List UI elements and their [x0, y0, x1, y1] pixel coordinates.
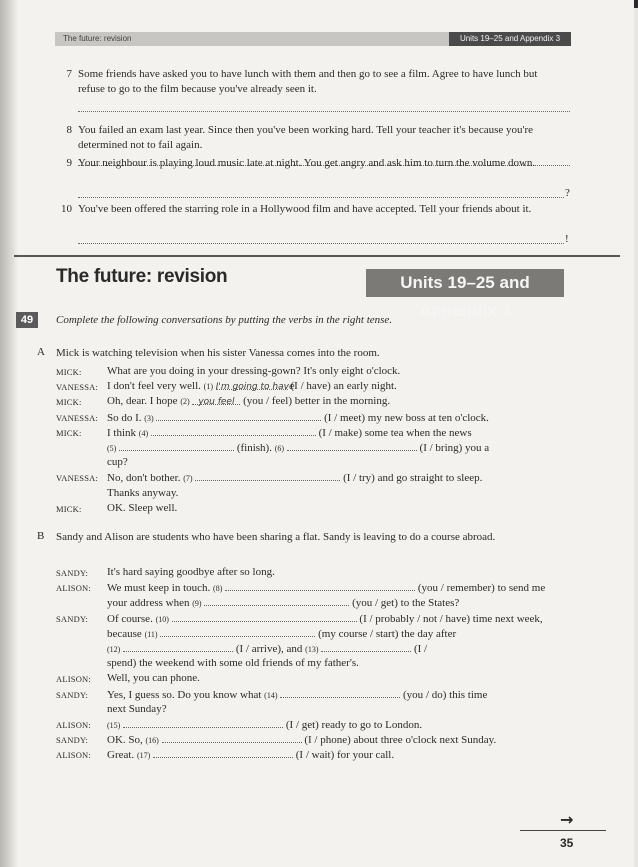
dialogue-line — [107, 441, 489, 454]
item-text: Your neighbour is playing loud music late at night. You get angry and ask him to turn the volume down. — [78, 157, 536, 169]
line-text: Well, you can phone. — [107, 672, 200, 685]
speaker-label: ALISON: — [56, 750, 91, 761]
line-text: (you / get) to the States? — [352, 597, 460, 610]
dialogue-line — [107, 657, 359, 669]
dialogue-line — [107, 733, 496, 746]
dialogue-line — [107, 612, 543, 625]
page-edge-shadow — [0, 0, 18, 867]
line-text: (I / wait) for your call. — [295, 749, 395, 762]
answer-blank[interactable] — [321, 642, 411, 652]
dialogue-line — [107, 642, 427, 655]
answer-blank[interactable] — [151, 426, 316, 436]
line-text: Great. — [107, 749, 135, 762]
item-text: Some friends have asked you to have lunch with them and then go to see a film. Agree to have lunch but refuse to go to the film because you've already seen it. — [78, 68, 538, 95]
answer-blank[interactable] — [215, 380, 295, 393]
line-text: (I / probably / not / have) time next week, — [359, 612, 543, 625]
page-number-rule — [520, 830, 606, 831]
answer-blank[interactable] — [287, 441, 417, 451]
sample-answer: you feel — [198, 397, 235, 408]
exercise-number-badge: 49 — [16, 312, 38, 328]
line-text: We must keep in touch. — [107, 582, 211, 595]
line-text: (I / get) ready to go to London. — [285, 719, 423, 731]
speaker-label: ALISON: — [56, 674, 91, 685]
line-text: Oh, dear. I hope — [107, 395, 178, 408]
answer-blank[interactable] — [280, 688, 400, 698]
gap-number: (6) — [274, 444, 285, 453]
line-text: Thanks anyway. — [107, 486, 179, 499]
continue-arrow-icon: → — [560, 810, 574, 829]
line-text: OK. Sleep well. — [107, 501, 178, 514]
part-a-letter: A — [37, 346, 45, 358]
dialogue-line — [107, 627, 456, 640]
dialogue-line — [107, 672, 200, 684]
speaker-label: VANESSA: — [56, 473, 99, 484]
gap-number: (15) — [107, 721, 121, 730]
speaker-label: SANDY: — [56, 613, 89, 624]
gap-number: (17) — [136, 751, 151, 761]
speaker-label: SANDY: — [56, 735, 89, 746]
header-left-label: The future: revision — [63, 34, 132, 43]
part-a-intro: Mick is watching television when his sister Vanessa comes into the room. — [56, 347, 380, 359]
gap-number: (1) — [203, 382, 213, 392]
item-number: 8 — [66, 124, 72, 136]
dialogue-line — [107, 411, 489, 424]
speaker-label: ALISON: — [56, 583, 91, 594]
sample-answer: I'm going to have — [215, 382, 295, 393]
line-text: Of course. — [107, 612, 153, 625]
dialogue-line — [107, 581, 545, 594]
answer-blank[interactable] — [160, 627, 315, 637]
line-text: (you / do) this time — [403, 688, 488, 701]
dialogue-line — [107, 718, 422, 731]
item-number: 9 — [66, 157, 72, 169]
section-title: The future: revision — [56, 266, 228, 287]
section-divider — [14, 255, 620, 257]
answer-blank[interactable] — [204, 596, 349, 606]
gap-number: (12) — [107, 645, 121, 654]
line-text: OK. So, — [107, 734, 143, 747]
line-text: spend) the weekend with some old friends of my father's. — [107, 657, 359, 670]
line-text: (finish). — [236, 442, 272, 454]
speaker-label: SANDY: — [56, 689, 89, 700]
gap-number: (16) — [145, 736, 159, 746]
speaker-label: MICK: — [56, 503, 82, 514]
gap-number: (10) — [155, 614, 169, 624]
gap-number: (4) — [138, 428, 149, 438]
end-punctuation: ? — [565, 187, 570, 199]
gap-number: (11) — [144, 629, 158, 639]
answer-blank[interactable] — [153, 748, 293, 758]
line-text: (I / have) an early night. — [290, 380, 397, 393]
answer-line[interactable] — [78, 243, 564, 244]
answer-blank[interactable] — [123, 642, 233, 652]
line-text: cup? — [107, 456, 128, 469]
line-text: I think — [107, 426, 137, 439]
dialogue-line — [107, 487, 178, 499]
dialogue-line — [107, 471, 482, 484]
part-b-letter: B — [37, 530, 45, 542]
speaker-label: MICK: — [56, 427, 82, 438]
line-text: (I / try) and go straight to sleep. — [343, 472, 483, 485]
gap-number: (13) — [305, 645, 319, 654]
dialogue-line — [107, 395, 390, 407]
answer-blank[interactable] — [192, 395, 240, 408]
answer-blank[interactable] — [172, 612, 357, 622]
gap-number: (7) — [183, 474, 193, 484]
answer-blank[interactable] — [162, 733, 302, 743]
line-text: (I / meet) my new boss at ten o'clock. — [324, 411, 489, 424]
speaker-label: MICK: — [56, 367, 82, 377]
answer-line[interactable] — [78, 197, 564, 198]
line-text: your address when — [107, 597, 190, 610]
dialogue-line — [107, 426, 472, 439]
line-text: (I / — [413, 643, 428, 655]
section-units-tag: Units 19–25 and Appendix 3 — [366, 269, 564, 297]
speaker-label: SANDY: — [56, 568, 89, 578]
answer-blank[interactable] — [225, 581, 415, 591]
line-text: (my course / start) the day after — [318, 627, 457, 640]
line-text: (I / arrive), and — [235, 643, 303, 655]
part-b-intro: Sandy and Alison are students who have been sharing a flat. Sandy is leaving to do a course abroad. — [56, 531, 496, 543]
answer-blank[interactable] — [119, 441, 234, 451]
line-text: (I / phone) about three o'clock next Sunday. — [304, 734, 497, 747]
speaker-label: VANESSA: — [56, 412, 99, 423]
gap-number: (2) — [180, 397, 190, 407]
answer-blank[interactable] — [123, 718, 283, 728]
header-right-label: Units 19–25 and Appendix 3 — [449, 32, 571, 46]
line-text: So do I. — [107, 411, 142, 424]
answer-blank[interactable] — [195, 471, 340, 481]
dialogue-line — [107, 502, 177, 514]
line-text: No, don't bother. — [107, 472, 181, 485]
line-text: It's hard saying goodbye after so long. — [107, 566, 275, 578]
gap-number: (5) — [107, 444, 117, 453]
gap-number: (9) — [192, 599, 202, 609]
dialogue-line — [107, 566, 275, 578]
dialogue-line — [107, 688, 487, 701]
header-bar — [55, 32, 571, 46]
line-text: I don't feel very well. — [107, 380, 201, 393]
dialogue-line — [107, 596, 459, 609]
speaker-label: MICK: — [56, 397, 82, 408]
dialogue-line — [107, 380, 397, 392]
dialogue-line — [107, 365, 400, 377]
item-text: You failed an exam last year. Since then you've been working hard. Tell your teacher it's because you're determined not to fail again. — [78, 124, 534, 151]
speaker-label: VANESSA: — [56, 382, 99, 393]
gap-number: (8) — [213, 584, 223, 594]
line-text: (you / remember) to send me — [417, 582, 546, 595]
answer-blank[interactable] — [156, 411, 321, 421]
line-text: (I / make) some tea when the news — [318, 426, 472, 439]
item-number: 10 — [61, 203, 72, 215]
exercise-instruction: Complete the following conversations by putting the verbs in the right tense. — [56, 314, 393, 326]
line-text: next Sunday? — [107, 702, 167, 715]
page-number: 35 — [560, 836, 574, 850]
end-punctuation: ! — [565, 233, 569, 245]
gap-number: (14) — [264, 690, 278, 700]
line-text: (I / bring) you a — [419, 442, 490, 454]
dialogue-line — [107, 748, 394, 761]
line-text: What are you doing in your dressing-gown? It's only eight o'clock. — [107, 365, 401, 377]
dialogue-line — [107, 456, 128, 468]
answer-line[interactable] — [78, 111, 570, 112]
line-text: because — [107, 627, 142, 640]
dialogue-line — [107, 703, 167, 715]
item-number: 7 — [66, 68, 72, 80]
line-text: Yes, I guess so. Do you know what — [107, 688, 262, 701]
speaker-label: ALISON: — [56, 720, 91, 730]
line-text: (you / feel) better in the morning. — [243, 395, 391, 408]
item-text: You've been offered the starring role in a Hollywood film and have accepted. Tell your friends about it. — [78, 203, 532, 215]
gap-number: (3) — [144, 413, 154, 423]
